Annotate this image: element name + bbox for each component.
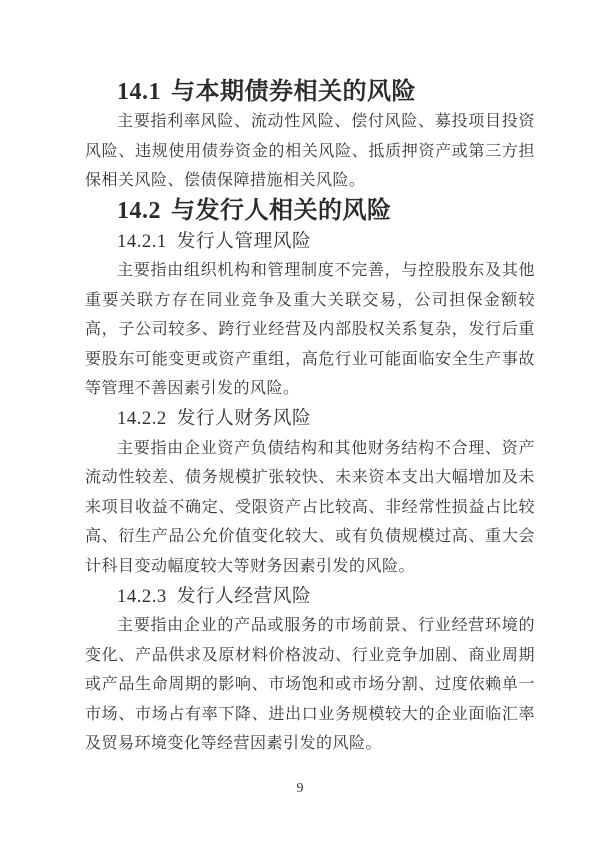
- paragraph-operating-risk: 主要指由企业的产品或服务的市场前景、行业经营环境的变化、产品供求及原材料价格波动、行业竞争加剧、商业周期或产品生命周期的影响、市场饱和或市场分割、过度依赖单一市场、市场占有率下降、进出口业务规模较大的企业面临汇率及贸易环境变化等经营因素引发的风险。: [85, 617, 535, 752]
- page-number: 9: [296, 781, 304, 796]
- subsection-title: 发行人财务风险: [176, 408, 312, 430]
- subsection-heading-14-2-1: [85, 227, 535, 256]
- paragraph-bond-risks: 主要指利率风险、流动性风险、偿付风险、募投项目投资风险、违规使用债券资金的相关风险、抵质押资产或第三方担保相关风险、偿债保障措施相关风险。: [85, 113, 535, 190]
- section-heading-14-2: [85, 197, 535, 226]
- paragraph-management-risk: 主要指由组织机构和管理制度不完善，与控股股东及其他重要关联方存在同业竞争及重大关联交易，公司担保金额较高，子公司较多、跨行业经营及内部股权关系复杂，发行后重要股东可能变更或资产重组，高危行业可能面临安全生产事故等管理不善因素引发的风险。: [85, 262, 535, 398]
- section-title: 与发行人相关的风险: [171, 197, 392, 224]
- page-footer: [0, 779, 600, 799]
- section-number: 14.1: [117, 79, 161, 105]
- subsection-title: 发行人管理风险: [176, 231, 312, 253]
- section-title: 与本期债券相关的风险: [171, 79, 416, 105]
- subsection-number: 14.2.1: [117, 231, 167, 253]
- subsection-heading-14-2-3: [85, 582, 535, 611]
- subsection-heading-14-2-2: [85, 404, 535, 433]
- document-content: [85, 77, 535, 758]
- paragraph-financial-risk: 主要指由企业资产负债结构和其他财务结构不合理、资产流动性较差、债务规模扩张较快、未来资本支出大幅增加及未来项目收益不确定、受限资产占比较高、非经常性损益占比较高、衍生产品公允价值变化较大、或有负债规模过高、重大会计科目变动幅度较大等财务因素引发的风险。: [85, 439, 535, 575]
- section-heading-14-1: [85, 78, 535, 107]
- subsection-title: 发行人经营风险: [176, 585, 312, 607]
- section-number: 14.2: [117, 197, 161, 224]
- subsection-number: 14.2.3: [117, 585, 167, 607]
- subsection-number: 14.2.2: [117, 408, 167, 430]
